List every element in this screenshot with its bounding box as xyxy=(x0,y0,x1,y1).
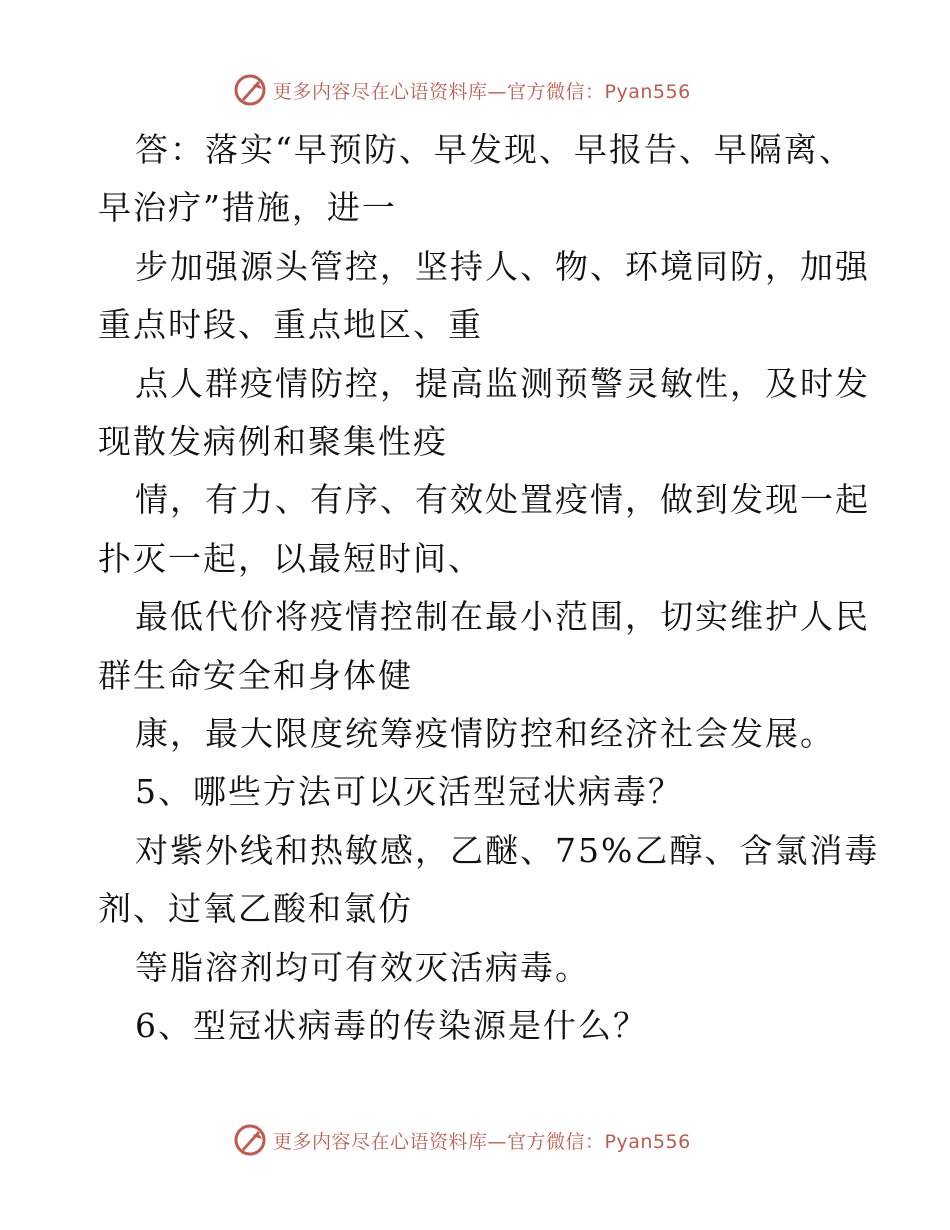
body-line: 对紫外线和热敏感，乙醚、75%乙醇、含氯消毒 xyxy=(135,831,880,870)
body-line: 步加强源头管控，坚持人、物、环境同防，加强 xyxy=(135,247,870,286)
body-line: 剂、过氧乙酸和氯仿 xyxy=(98,889,413,928)
question-heading: 6、型冠状病毒的传染源是什么？ xyxy=(135,1006,648,1045)
question-heading: 5、哪些方法可以灭活型冠状病毒？ xyxy=(135,772,683,811)
body-line: 康，最大限度统筹疫情防控和经济社会发展。 xyxy=(135,714,835,753)
body-line: 点人群疫情防控，提高监测预警灵敏性，及时发 xyxy=(135,364,870,403)
quill-logo-icon xyxy=(233,73,267,107)
body-line: 重点时段、重点地区、重 xyxy=(98,305,483,344)
body-line: 等脂溶剂均可有效灭活病毒。 xyxy=(135,948,590,987)
header-banner-text: 更多内容尽在心语资料库—官方微信：Pyan556 xyxy=(273,80,691,103)
footer-banner-text: 更多内容尽在心语资料库—官方微信：Pyan556 xyxy=(273,1130,691,1153)
body-line: 早治疗”措施，进一 xyxy=(98,188,397,227)
body-line: 情，有力、有序、有效处置疫情，做到发现一起 xyxy=(135,480,870,519)
body-line: 答：落实“早预防、早发现、早报告、早隔离、 xyxy=(135,130,854,169)
body-line: 扑灭一起，以最短时间、 xyxy=(98,539,483,578)
footer-banner xyxy=(233,1120,691,1160)
body-line: 群生命安全和身体健 xyxy=(98,656,413,695)
body-line: 最低代价将疫情控制在最小范围，切实维护人民 xyxy=(135,597,870,636)
body-line: 现散发病例和聚集性疫 xyxy=(98,422,448,461)
header-banner xyxy=(233,70,691,110)
quill-logo-icon xyxy=(233,1123,267,1157)
